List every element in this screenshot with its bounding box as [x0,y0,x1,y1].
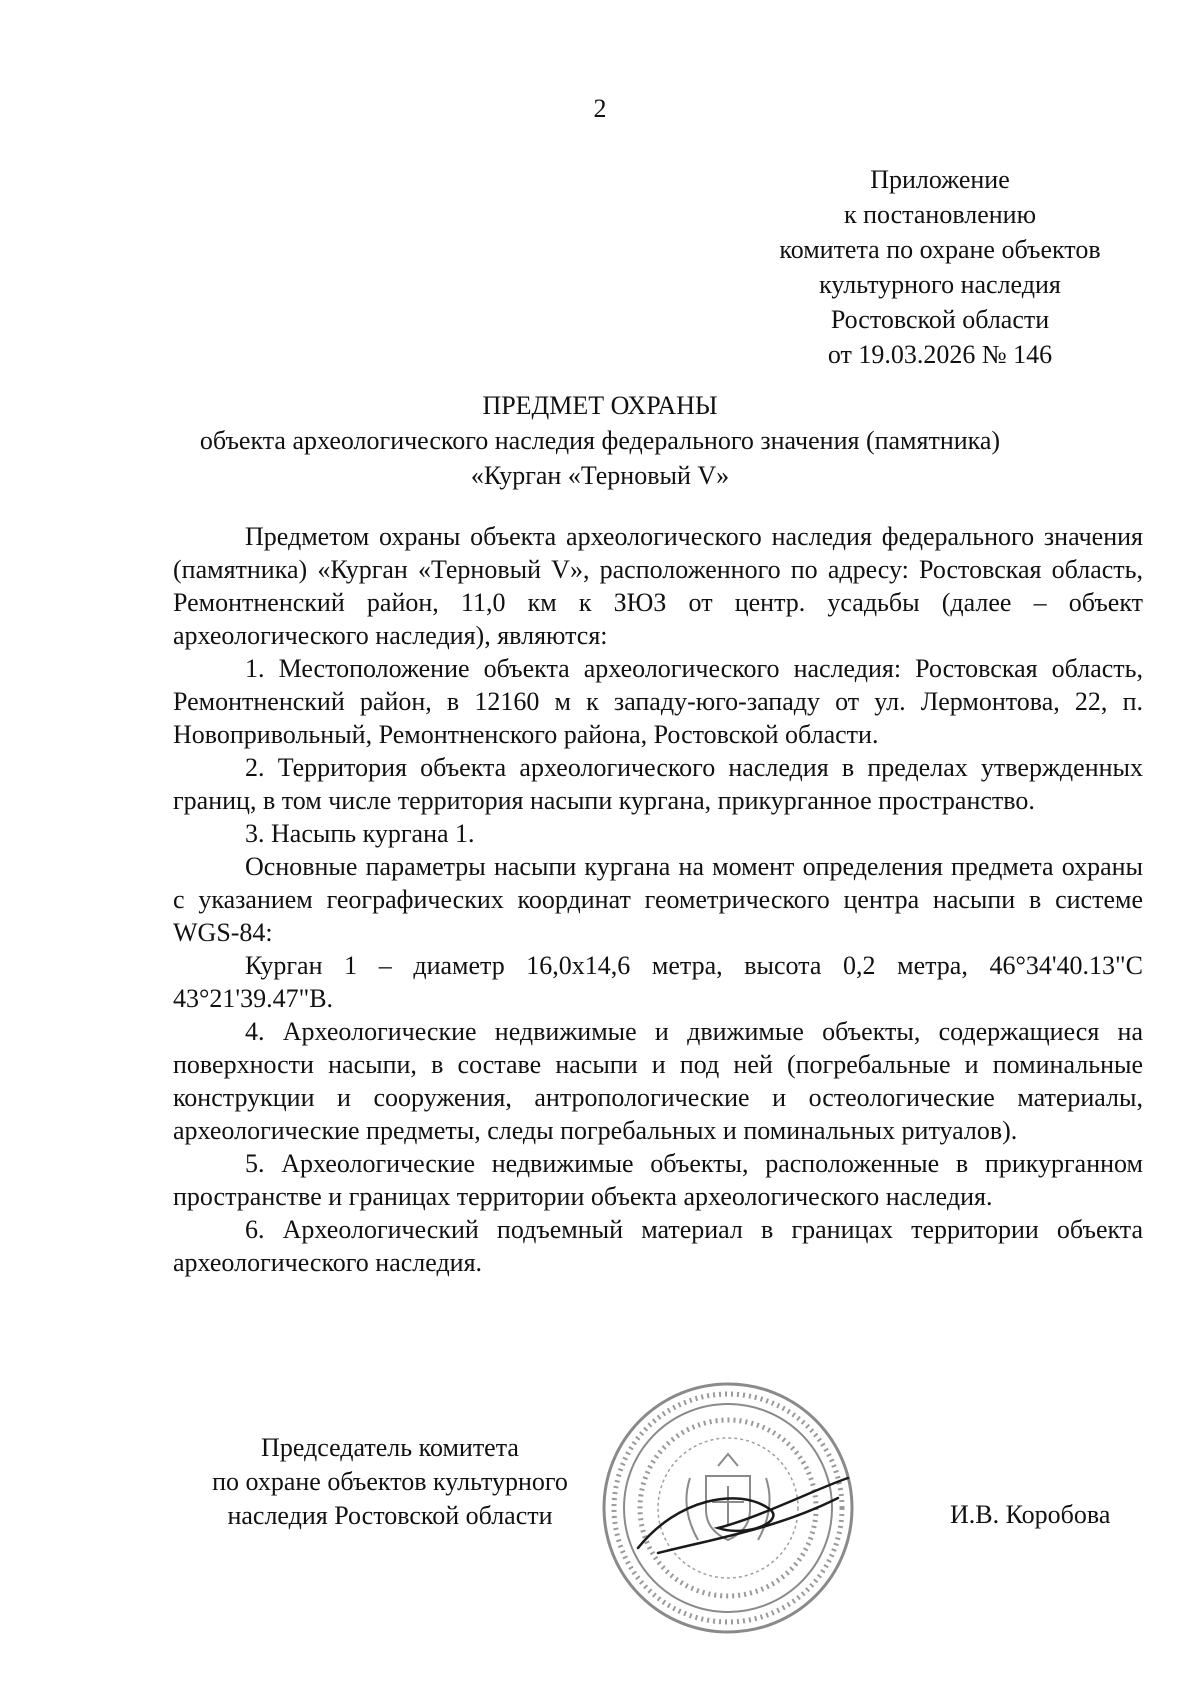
appendix-line: Ростовской области [830,305,1050,334]
heading-line: объекта археологического наследия федерального значения (памятника) [199,426,1001,455]
signatory-position [180,1431,600,1533]
appendix-date-line: от 19.03.2026 № 146 [827,340,1053,369]
paragraph-kurgan-1: Курган 1 – диаметр 16,0х14,6 метра, высота 0,2 метра, 46°34'40.13"С 43°21'39.47"В. [173,951,1143,1013]
appendix-line: к постановлению [843,200,1037,229]
signatory-line: Председатель комитета [261,1433,519,1462]
paragraph-intro: Предметом охраны объекта археологического наследия федерального значения (памятника) «Курган «Терновый V», расположенного по адресу: Ростовская область, Ремонтненский район, 11,0 км к ЗЮЗ от центр. усадьбы (далее – объект археологического наследия), являются: [173,522,1143,650]
appendix-line: культурного наследия [819,270,1061,299]
paragraph-item-5: 5. Археологические недвижимые объекты, расположенные в прикурганном пространстве и границах территории объекта археологического наследия. [173,1149,1143,1211]
appendix-line: комитета по охране объектов [779,235,1101,264]
appendix-line: Приложение [870,165,1010,194]
signatory-line: наследия Ростовской области [227,1501,553,1530]
document-body [173,520,1143,1279]
page-number: 2 [593,94,607,123]
appendix-block [760,162,1120,372]
paragraph-item-3: 3. Насыпь кургана 1. [245,819,475,848]
signatory-line: по охране объектов культурного [212,1467,568,1496]
document-title: ПРЕДМЕТ ОХРАНЫ [482,391,718,420]
paragraph-item-4: 4. Археологические недвижимые и движимые объекты, содержащиеся на поверхности насыпи, в составе насыпи и под ней (погребальные и поминальные конструкции и сооружения, антропологические и остеологические материалы, археологические предметы, следы погребальных и поминальных ритуалов). [173,1017,1143,1145]
paragraph-item-2: 2. Территория объекта археологического наследия в пределах утвержденных границ, в том числе территория насыпи кургана, прикурганное пространство. [173,753,1143,815]
paragraph-item-6: 6. Археологический подъемный материал в границах территории объекта археологического наследия. [173,1215,1143,1277]
signatory-name: И.В. Коробова [950,1500,1111,1529]
paragraph-parameters: Основные параметры насыпи кургана на момент определения предмета охраны с указанием географических координат геометрического центра насыпи в системе WGS-84: [173,852,1143,947]
heading-line: «Курган «Терновый V» [470,461,730,490]
document-heading [0,388,1200,493]
paragraph-item-1: 1. Местоположение объекта археологического наследия: Ростовская область, Ремонтненский район, в 12160 м к западу-юго-западу от ул. Лермонтова, 22, п. Новопривольный, Ремонтненского района, Ростовской области. [173,654,1143,749]
official-seal-stamp [598,1378,858,1638]
